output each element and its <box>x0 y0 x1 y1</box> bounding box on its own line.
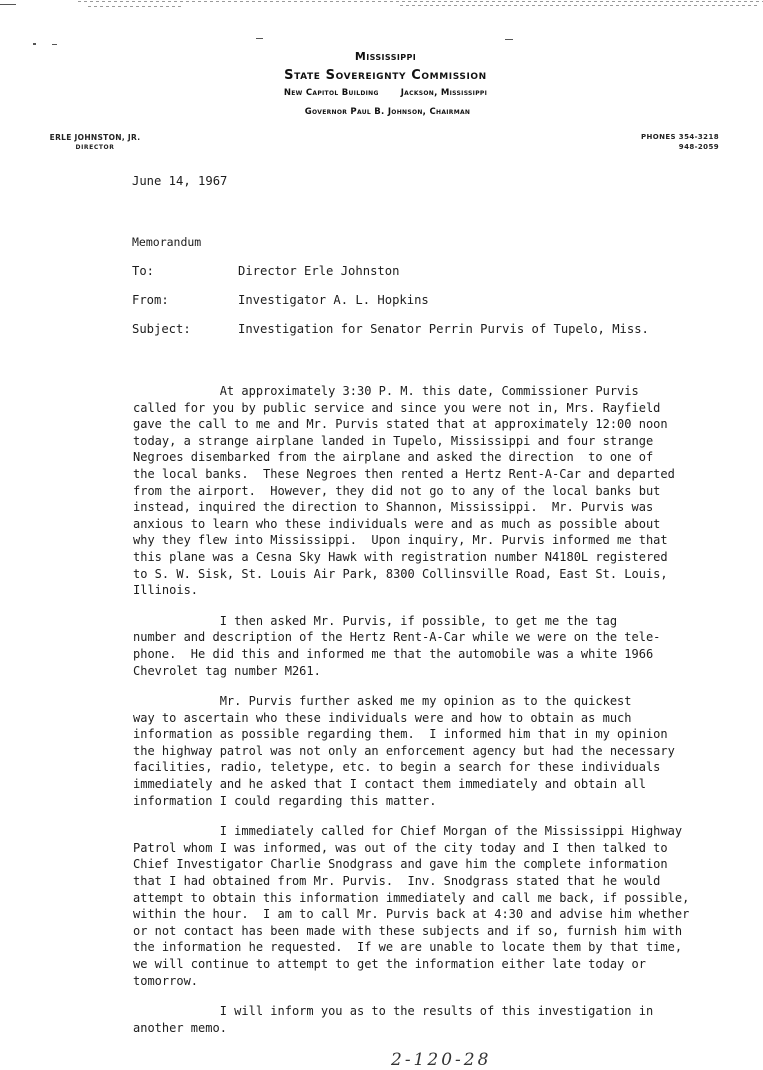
body-paragraph: Mr. Purvis further asked me my opinion as to the quickest way to ascertain who these individuals were and how to obtain as much information as possible regarding them. I informed him that in my opinion the highway patrol was not only an enforcement agency but had the necessary facilities, radio, teletype, etc. to begin a search for these individuals immediately and he asked that I contact them immediately and obtain all information I could regarding this matter. <box>133 694 675 808</box>
scan-artifact-line <box>88 6 183 7</box>
memo-from-label: From: <box>132 293 169 307</box>
memo-subject-value: Investigation for Senator Perrin Purvis of Tupelo, Miss. <box>238 322 649 336</box>
letterhead-state: Mississippi <box>354 50 417 63</box>
memo-subject-label: Subject: <box>132 322 191 336</box>
body-paragraph: I will inform you as to the results of this investigation in another memo. <box>133 1004 654 1035</box>
memo-to-row <box>132 264 399 278</box>
letterhead-governor: Governor Paul B. Johnson, Chairman <box>304 107 471 117</box>
memo-subject-row <box>132 322 649 336</box>
body-paragraph: At approximately 3:30 P. M. this date, Commissioner Purvis called for you by public service and since you were not in, Mrs. Rayfield gave the call to me and Mr. Purvis stated that at approximately 12:00 noon today, a strange airplane landed in Tupelo, Mississippi and four strange Negroes disembarked from the airplane and asked the direction to one of the local banks. These Negroes then rented a Hertz Rent-A-Car and departed from the airport. However, they did not go to any of the local banks but instead, inquired the direction to Shannon, Mississippi. Mr. Purvis was anxious to learn who these individuals were and as much as possible about why they flew into Mississippi. Upon inquiry, Mr. Purvis informed me that this plane was a Cesna Sky Hawk with registration number N4180L registered to S. W. Sisk, St. Louis Air Park, 8300 Collinsville Road, East St. Louis, Illinois. <box>133 384 675 598</box>
letterhead-city: Jackson, Mississippi <box>400 88 488 98</box>
scan-mark <box>505 39 513 40</box>
phone-line-2: 948-2059 <box>678 143 719 151</box>
director-name: ERLE JOHNSTON, JR. <box>49 133 141 142</box>
scan-artifact-line <box>78 1 763 2</box>
scan-mark <box>33 43 36 45</box>
memo-from-row <box>132 293 429 307</box>
phone-line-1: PHONES 354-3218 <box>640 133 719 141</box>
letterhead-agency: State Sovereignty Commission <box>284 68 487 83</box>
director-block <box>40 133 150 151</box>
memo-to-label: To: <box>132 264 155 278</box>
memo-to-value: Director Erle Johnston <box>238 264 400 278</box>
scan-mark <box>52 44 57 45</box>
body-paragraph: I immediately called for Chief Morgan of the Mississippi Highway Patrol whom I was informed, was out of the city today and I then talked to Chief Investigator Charlie Snodgrass and gave him the complete information that I had obtained from Mr. Purvis. Inv. Snodgrass stated that he would attempt to obtain this information immediately and call me back, if possible, within the hour. I am to call Mr. Purvis back at 4:30 and advise him whether or not contact has been made with these subjects and if so, furnish him with the information he requested. If we are unable to locate them by that time, we will continue to attempt to get the information either late today or tomorrow. <box>133 824 690 988</box>
letterhead-address <box>4 88 763 98</box>
letterhead-building: New Capitol Building <box>283 88 379 98</box>
director-title: DIRECTOR <box>75 144 115 151</box>
scan-mark <box>0 4 16 5</box>
memo-date: June 14, 1967 <box>132 174 228 188</box>
memo-type: Memorandum <box>132 235 202 249</box>
handwritten-file-number: 2-120-28 <box>391 1050 492 1070</box>
body-paragraph: I then asked Mr. Purvis, if possible, to get me the tag number and description of the Hertz Rent-A-Car while we were on the tele- phone. He did this and informed me that the automobile was a white 1966 Chevrolet tag number M261. <box>133 613 661 678</box>
phones-block <box>641 132 719 152</box>
scan-mark <box>256 38 263 39</box>
memo-from-value: Investigator A. L. Hopkins <box>238 293 429 307</box>
scan-artifact-line <box>400 5 760 6</box>
memo-body <box>133 383 753 1070</box>
